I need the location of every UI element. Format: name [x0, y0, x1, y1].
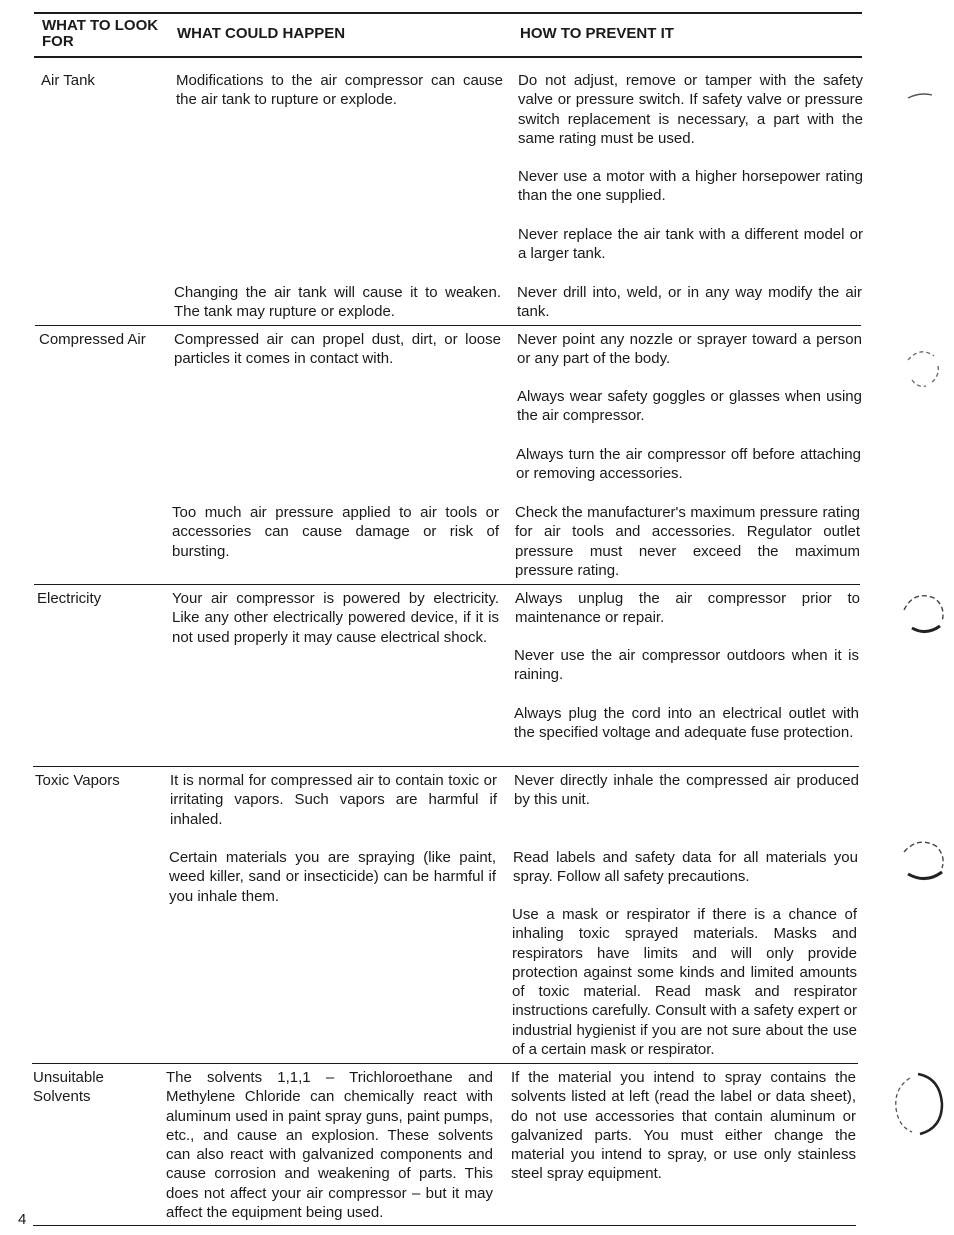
- row-divider: [32, 1063, 858, 1064]
- prevention-text: Never use the air compressor outdoors when it is raining.: [514, 647, 859, 684]
- prevention-text: Read labels and safety data for all materials you spray. Follow all safety precautions.: [513, 849, 858, 886]
- row-label-toxic-vapors: Toxic Vapors: [35, 772, 120, 789]
- row-label-compressed-air: Compressed Air: [39, 331, 146, 348]
- header-what-to-look-for: WHAT TO LOOK FOR: [42, 17, 159, 50]
- hazard-text: Compressed air can propel dust, dirt, or loose particles it comes in contact with.: [174, 331, 501, 368]
- top-rule: [34, 12, 862, 14]
- prevention-text: Never directly inhale the compressed air produced by this unit.: [514, 772, 859, 809]
- hazard-text: It is normal for compressed air to contain toxic or irritating vapors. Such vapors are harmful if inhaled.: [170, 772, 497, 828]
- binder-hole-icon: [898, 590, 948, 638]
- hazard-text: Too much air pressure applied to air tools or accessories can cause damage or risk of bursting.: [172, 504, 499, 560]
- binder-mark-icon: [905, 86, 935, 106]
- row-label-air-tank: Air Tank: [41, 72, 95, 89]
- hazard-text: Certain materials you are spraying (like paint, weed killer, sand or insecticide) can be harmful if you inhale them.: [169, 849, 496, 905]
- binder-hole-icon: [900, 340, 946, 396]
- prevention-text: Never point any nozzle or sprayer toward a person or any part of the body.: [517, 331, 862, 368]
- header-what-could-happen: WHAT COULD HAPPEN: [177, 25, 346, 42]
- table-header: [34, 16, 862, 58]
- prevention-text: Use a mask or respirator if there is a chance of inhaling toxic sprayed materials. Masks and respirators have limits and will only provide protection against some kinds and limited amounts of toxic material. Read mask and respirator instructions carefully. Consult with a safety expert or industrial hygienist if you are not sure about the use of a certain mask or respirator.: [512, 906, 857, 1059]
- hazard-text: Your air compressor is powered by electricity. Like any other electrically powered device, if it is not used properly it may cause electrical shock.: [172, 590, 499, 646]
- row-label-unsuitable-solvents: Unsuitable Solvents: [33, 1069, 104, 1106]
- row-divider: [33, 766, 859, 767]
- page-number: 4: [18, 1211, 27, 1228]
- binder-hole-icon: [888, 1070, 948, 1140]
- row-divider: [34, 584, 860, 585]
- hazard-text: Changing the air tank will cause it to weaken. The tank may rupture or explode.: [174, 284, 501, 321]
- prevention-text: Always unplug the air compressor prior to maintenance or repair.: [515, 590, 860, 627]
- prevention-text: Always wear safety goggles or glasses when using the air compressor.: [517, 388, 862, 425]
- prevention-text: Always turn the air compressor off before attaching or removing accessories.: [516, 446, 861, 483]
- bottom-rule: [33, 1225, 856, 1226]
- prevention-text: Never drill into, weld, or in any way modify the air tank.: [517, 284, 862, 321]
- hazard-text: The solvents 1,1,1 – Trichloroethane and Methylene Chloride can chemically react with aluminum used in paint spray guns, paint pumps, etc., and cause an explosion. These solvents can also react with galvanized components and cause corrosion and weakening of parts. This does not affect your air compressor – but it may affect the equipment being used.: [166, 1069, 493, 1222]
- binder-hole-icon: [896, 834, 948, 886]
- prevention-text: Always plug the cord into an electrical outlet with the specified voltage and adequate fuse protection.: [514, 705, 859, 742]
- prevention-text: Never replace the air tank with a different model or a larger tank.: [518, 226, 863, 263]
- row-label-electricity: Electricity: [37, 590, 102, 607]
- hazard-text: Modifications to the air compressor can cause the air tank to rupture or explode.: [176, 72, 503, 109]
- row-divider: [35, 325, 861, 326]
- prevention-text: Do not adjust, remove or tamper with the safety valve or pressure switch. If safety valve or pressure switch replacement is necessary, a part with the same rating must be used.: [518, 72, 863, 147]
- prevention-text: If the material you intend to spray contains the solvents listed at left (read the label or data sheet), do not use accessories that contain aluminum or galvanized parts. You must either change the material you intend to spray, or use only stainless steel spray equipment.: [511, 1069, 856, 1183]
- header-how-to-prevent-it: HOW TO PREVENT IT: [520, 25, 674, 42]
- prevention-text: Never use a motor with a higher horsepower rating than the one supplied.: [518, 168, 863, 205]
- prevention-text: Check the manufacturer's maximum pressure rating for air tools and accessories. Regulator outlet pressure must never exceed the maximum pressure rating.: [515, 504, 860, 579]
